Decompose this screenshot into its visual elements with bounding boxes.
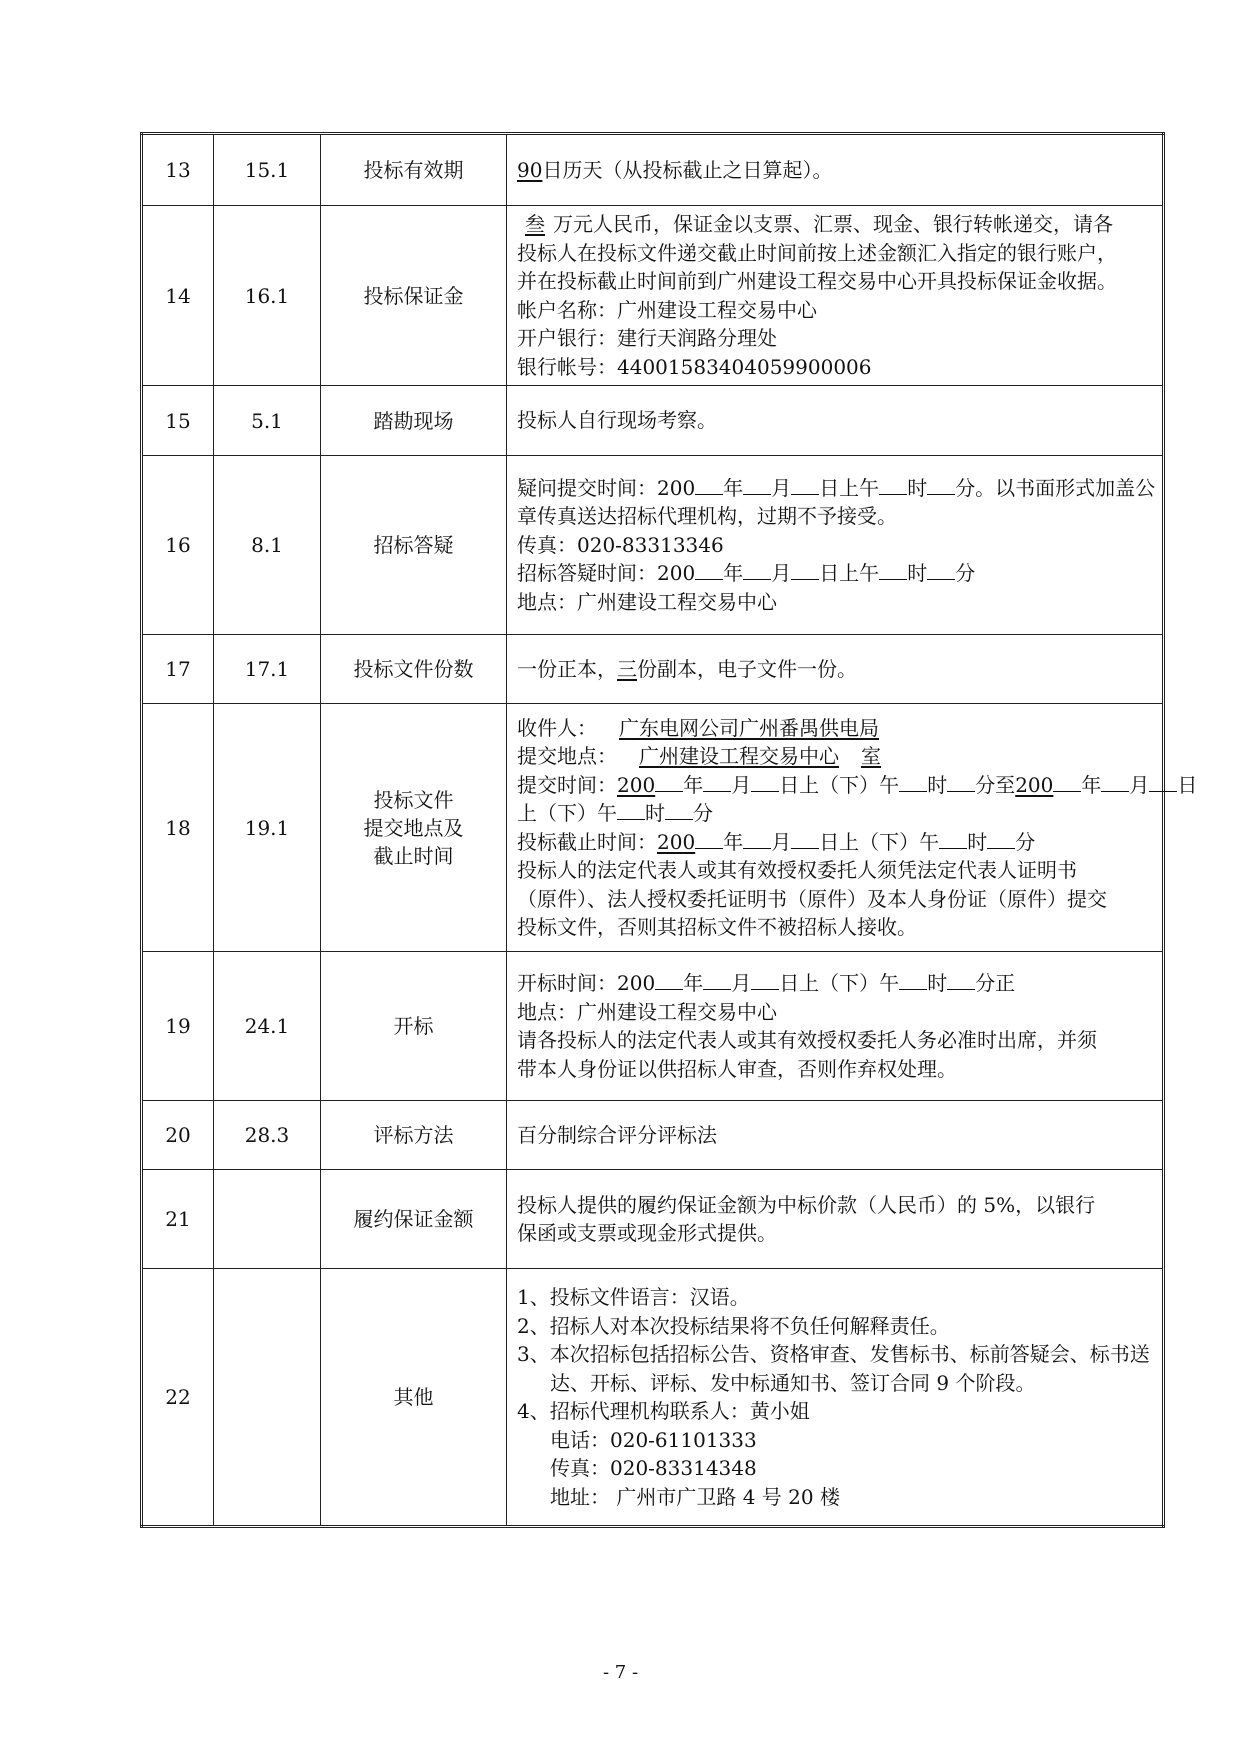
recipient-value: 广东电网公司广州番禺供电局 <box>619 715 879 740</box>
recipient-label: 收件人： <box>517 715 597 740</box>
day-label: 日上（下）午 <box>819 829 940 854</box>
content-line: 投标人的法定代表人或其有效授权委托人须凭法定代表人证明书 <box>517 858 1077 882</box>
table-row <box>142 1269 1164 1527</box>
month-label: 月 <box>771 561 792 586</box>
row-number: 22 <box>142 1269 214 1527</box>
item-label: 招标答疑 <box>321 456 507 635</box>
ampm-label: 上（下）午 <box>517 801 617 825</box>
item-content <box>507 704 1198 952</box>
contact-address: 地址： 广州市广卫路 4 号 20 楼 <box>550 1484 840 1509</box>
list-item: 3、本次招标包括招标公告、资格审查、发售标书、标前答疑会、标书送达、开标、评标、发中标通知书、签订合同 9 个阶段。 <box>517 1342 1150 1395</box>
content-text: 份副本，电子文件一份。 <box>637 656 857 681</box>
table-row <box>142 1170 1164 1269</box>
day-label: 日 <box>1177 772 1198 797</box>
year-label: 年 <box>723 475 744 500</box>
item-content <box>507 1269 1164 1527</box>
item-label: 其他 <box>321 1269 507 1527</box>
list-item: 2、招标人对本次投标结果将不负任何解释责任。 <box>517 1313 950 1338</box>
clause-number <box>214 1269 321 1527</box>
year-label: 年 <box>1081 772 1102 797</box>
open-time-label: 开标时间：200 <box>517 971 656 995</box>
row-number: 14 <box>142 206 214 386</box>
year-label: 年 <box>723 561 744 586</box>
content-line: 请各投标人的法定代表人或其有效授权委托人务必准时出席，并须 <box>517 1028 1097 1052</box>
table-row <box>142 704 1164 952</box>
content-text: 一份正本， <box>517 656 617 681</box>
item-label: 投标有效期 <box>321 134 507 206</box>
year-label: 年 <box>683 772 704 797</box>
clause-number: 8.1 <box>214 456 321 635</box>
content-line: 投标文件，否则其招标文件不被招标人接收。 <box>517 915 917 939</box>
hour-label: 时 <box>907 475 928 500</box>
table-row <box>142 456 1164 635</box>
content-text: 分。以书面形式加盖公 <box>955 475 1156 500</box>
bid-data-table <box>140 132 1198 1528</box>
month-label: 月 <box>771 475 792 500</box>
content-line: 章传真送达招标代理机构，过期不予接受。 <box>517 504 897 529</box>
minute-label: 分 <box>1015 829 1036 854</box>
item-label: 评标方法 <box>321 1101 507 1170</box>
table-row <box>142 134 1164 206</box>
answer-time-label: 招标答疑时间：200 <box>517 561 696 586</box>
item-label-line: 截止时间 <box>373 843 454 868</box>
table-row <box>142 952 1164 1101</box>
row-number: 19 <box>142 952 214 1101</box>
day-label: 日上午 <box>819 561 880 586</box>
clause-number: 17.1 <box>214 635 321 704</box>
account-name: 帐户名称：广州建设工程交易中心 <box>517 297 817 322</box>
validity-text: 日历天（从投标截止之日算起）。 <box>542 157 833 182</box>
place-line: 地点：广州建设工程交易中心 <box>517 589 777 614</box>
day-label: 日上午 <box>819 475 880 500</box>
submit-time-label: 提交时间： <box>517 772 617 797</box>
submit-place-text: 广州建设工程交易中心 <box>639 744 839 768</box>
content-line: 并在投标截止时间前到广州建设工程交易中心开具投标保证金收据。 <box>517 269 1117 293</box>
minute-label: 分 <box>693 801 713 825</box>
hour-label: 时 <box>927 971 948 995</box>
month-label: 月 <box>731 971 752 995</box>
year-label: 年 <box>683 971 704 995</box>
content-line: 投标人在投标文件递交截止时间前按上述金额汇入指定的银行账户， <box>517 240 1117 265</box>
year-prefix: 200 <box>657 829 696 854</box>
item-content <box>507 134 1164 206</box>
item-content: 投标人自行现场考察。 <box>507 386 1164 456</box>
hour-label: 时 <box>967 829 988 854</box>
day-label: 日上（下）午 <box>779 971 900 995</box>
year-label: 年 <box>723 829 744 854</box>
copies-count: 三 <box>617 656 637 681</box>
item-content <box>507 1170 1164 1269</box>
year-prefix: 200 <box>1015 772 1054 797</box>
clause-number: 5.1 <box>214 386 321 456</box>
content-line: 投标人提供的履约保证金额为中标价款（人民币）的 5%，以银行 <box>517 1192 1096 1217</box>
clause-number: 15.1 <box>214 134 321 206</box>
item-label: 踏勘现场 <box>321 386 507 456</box>
item-content: 百分制综合评分评标法 <box>507 1101 1164 1170</box>
room-label: 室 <box>861 744 881 768</box>
list-item: 1、投标文件语言：汉语。 <box>517 1285 750 1309</box>
place-line: 地点：广州建设工程交易中心 <box>517 999 777 1024</box>
clause-number: 24.1 <box>214 952 321 1101</box>
item-label: 投标文件份数 <box>321 635 507 704</box>
submit-place-value <box>617 744 887 768</box>
month-label: 月 <box>731 772 752 797</box>
minute-label: 分正 <box>975 971 1016 995</box>
row-number: 18 <box>142 704 214 952</box>
fax-line: 传真：020-83313346 <box>517 532 724 557</box>
hour-label: 时 <box>927 772 948 797</box>
validity-days: 90 <box>517 157 543 182</box>
day-label: 日上（下）午 <box>779 772 900 797</box>
clause-number <box>214 1170 321 1269</box>
content-line: 保函或支票或现金形式提供。 <box>517 1221 777 1245</box>
table-row <box>142 386 1164 456</box>
hour-label: 时 <box>645 801 665 825</box>
item-content <box>507 952 1164 1101</box>
item-label: 投标保证金 <box>321 206 507 386</box>
item-label <box>321 704 507 952</box>
content-line: （原件）、法人授权委托证明书（原件）及本人身份证（原件）提交 <box>517 886 1107 911</box>
minute-label: 分 <box>955 561 976 586</box>
minute-label: 分至 <box>975 772 1016 797</box>
deposit-amount: 叁 <box>525 212 545 236</box>
hour-label: 时 <box>907 561 928 586</box>
item-label-line: 投标文件 <box>373 787 454 812</box>
clause-number: 19.1 <box>214 704 321 952</box>
page-number: - 7 - <box>602 1662 639 1683</box>
content-line: 带本人身份证以供招标人审查，否则作弃权处理。 <box>517 1056 957 1081</box>
item-label-line: 提交地点及 <box>363 815 464 840</box>
question-time-label: 疑问提交时间：200 <box>517 475 696 500</box>
row-number: 13 <box>142 134 214 206</box>
item-content <box>507 456 1164 635</box>
row-number: 17 <box>142 635 214 704</box>
list-item: 4、招标代理机构联系人：黄小姐 <box>517 1399 810 1423</box>
row-number: 16 <box>142 456 214 635</box>
submit-place-label: 提交地点： <box>517 744 617 768</box>
table-row <box>142 206 1164 386</box>
item-content <box>507 635 1164 704</box>
table-row <box>142 1101 1164 1170</box>
row-number: 21 <box>142 1170 214 1269</box>
month-label: 月 <box>771 829 792 854</box>
clause-number: 28.3 <box>214 1101 321 1170</box>
row-number: 20 <box>142 1101 214 1170</box>
deadline-label: 投标截止时间： <box>517 829 657 854</box>
clause-number: 16.1 <box>214 206 321 386</box>
month-label: 月 <box>1129 772 1150 797</box>
contact-fax: 传真：020-83314348 <box>550 1456 757 1480</box>
item-label: 履约保证金额 <box>321 1170 507 1269</box>
contact-phone: 电话：020-61101333 <box>550 1427 757 1452</box>
item-label: 开标 <box>321 952 507 1101</box>
year-prefix: 200 <box>617 772 656 797</box>
row-number: 15 <box>142 386 214 456</box>
table-row <box>142 635 1164 704</box>
bank-name: 开户银行：建行天润路分理处 <box>517 326 777 350</box>
content-line: 万元人民币，保证金以支票、汇票、现金、银行转帐递交，请各 <box>553 212 1113 236</box>
account-number: 银行帐号：44001583404059900006 <box>517 354 872 379</box>
item-content <box>507 206 1164 386</box>
